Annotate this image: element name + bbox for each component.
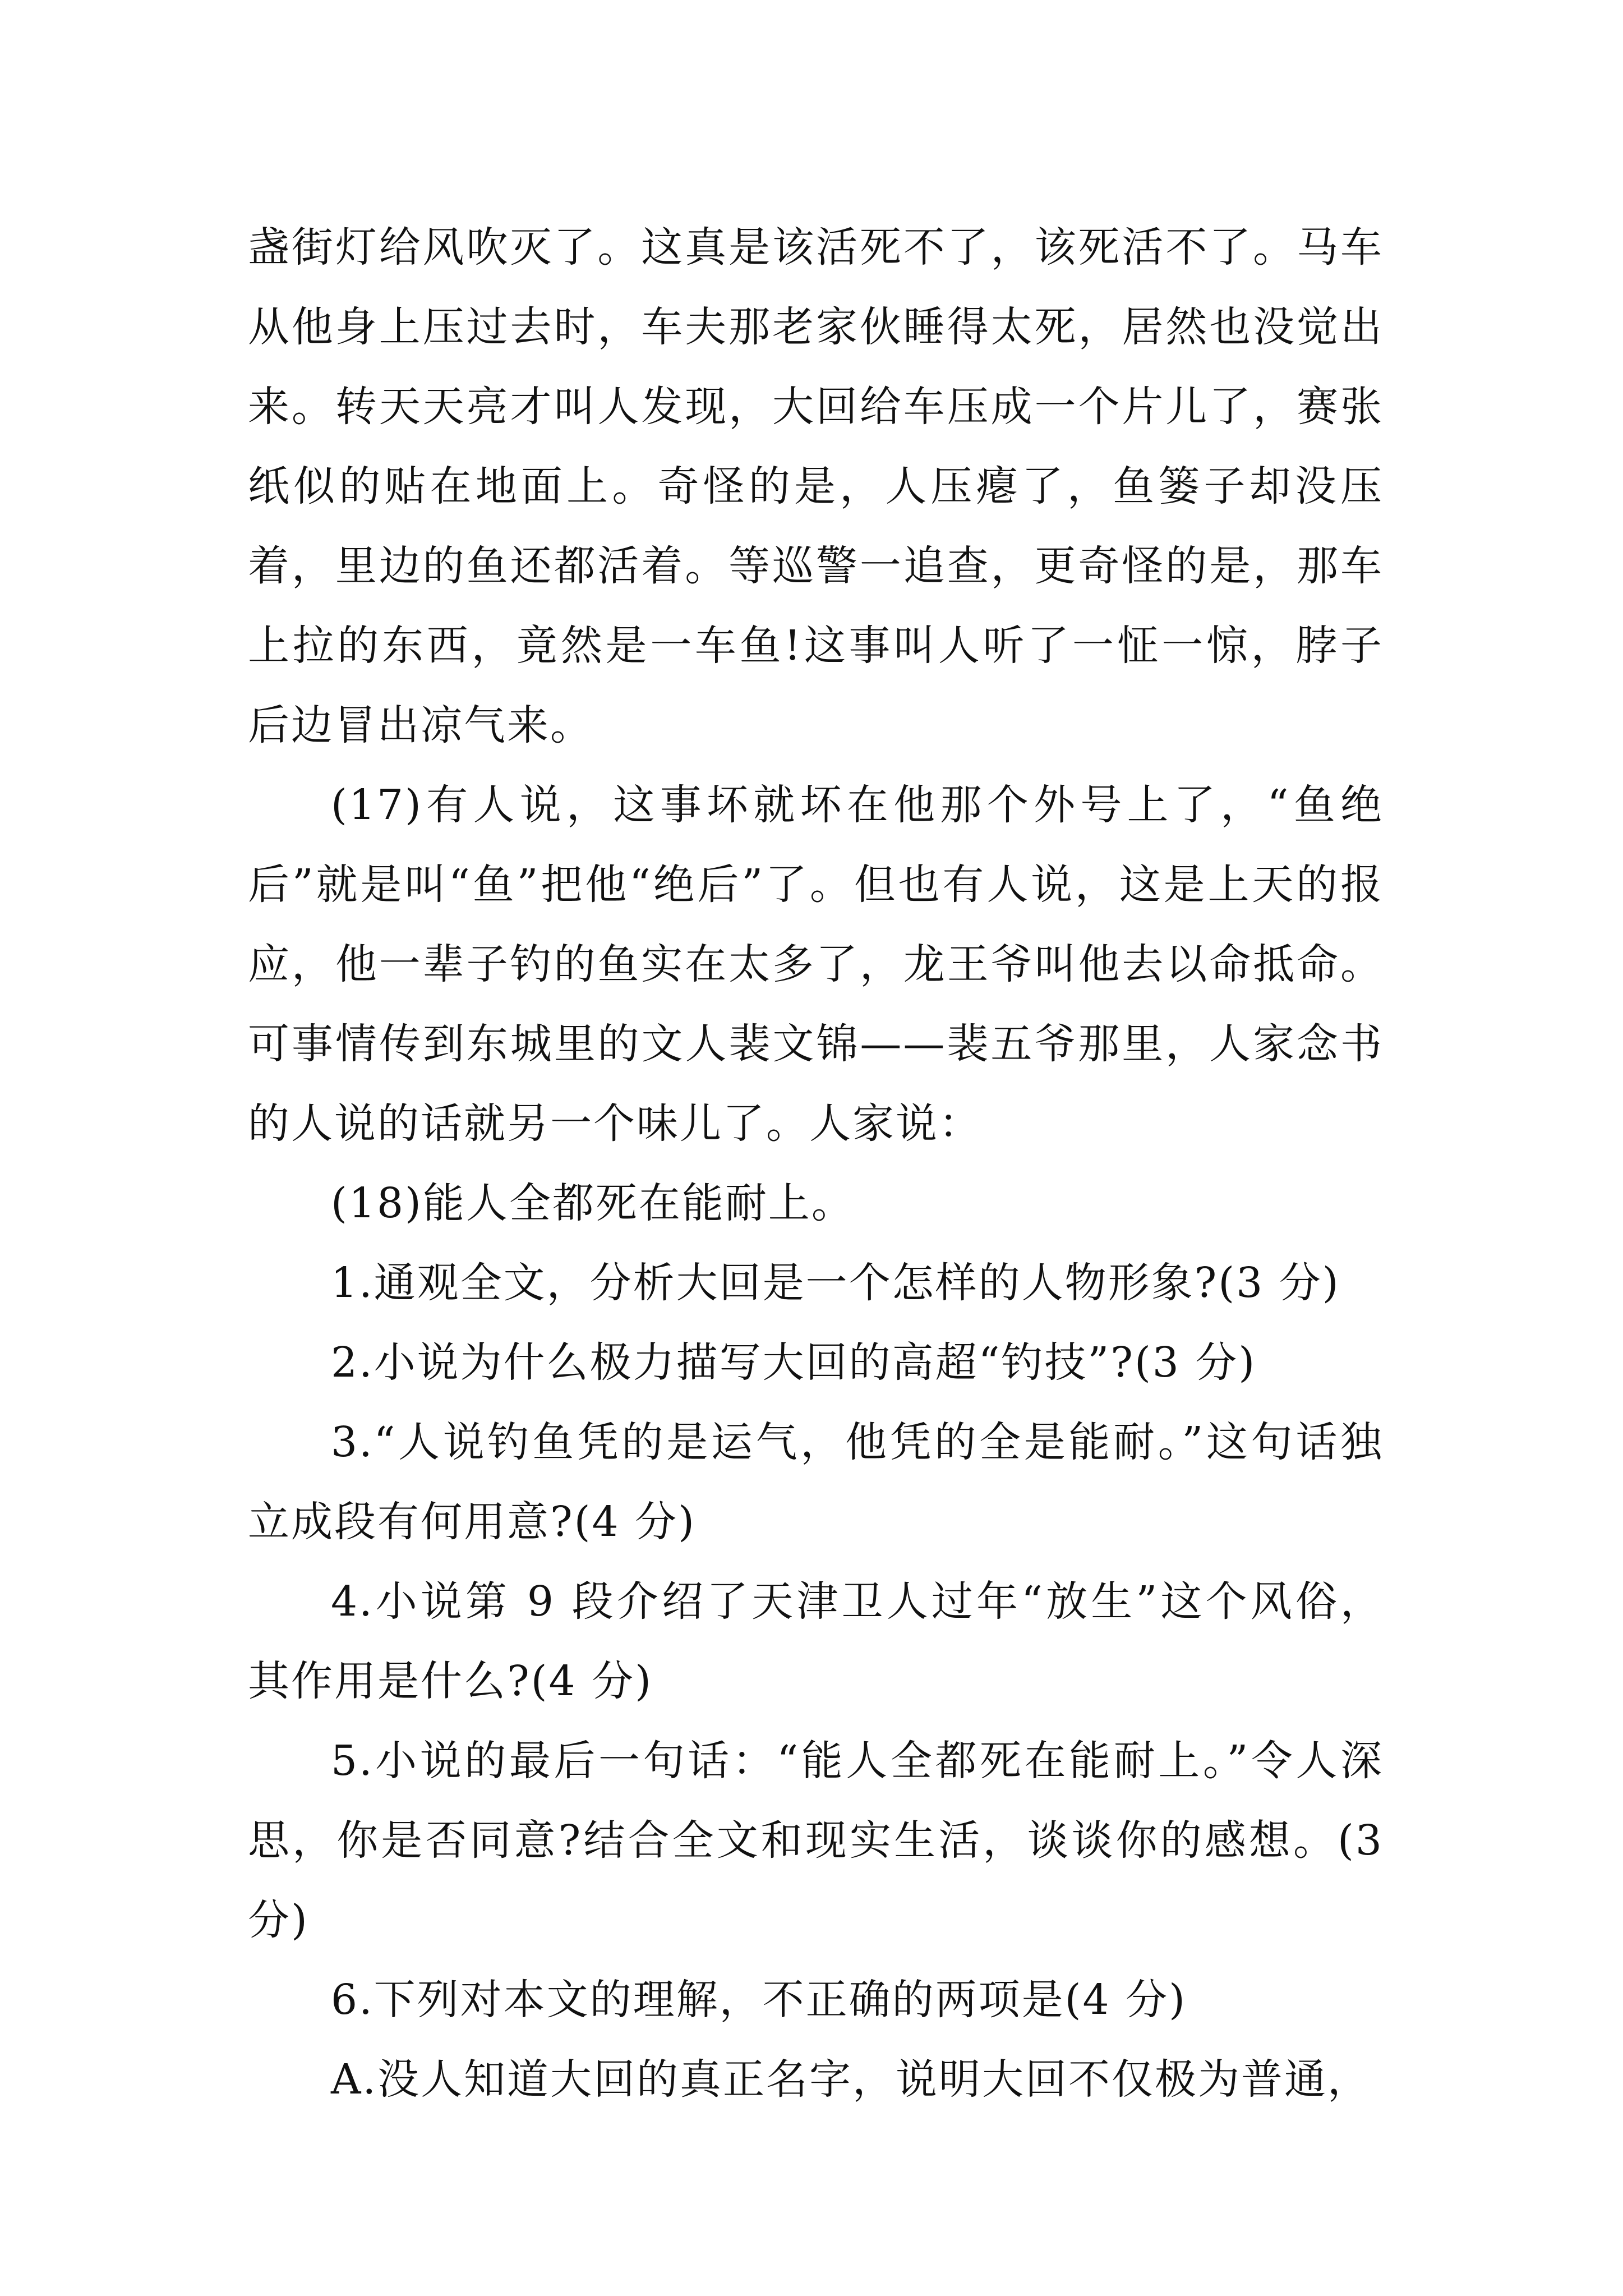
question-1: 1.通观全文，分析大回是一个怎样的人物形象?(3 分) [331,1259,1340,1307]
paragraph-18: (18)能人全都死在能耐上。 [331,1179,855,1227]
question-5: 5.小说的最后一句话：“能人全都死在能耐上。”令人深思，你是否同意?结合全文和现实生活，谈谈你的感想。(3 分) [248,1737,1384,1944]
paragraph-17: (17)有人说，这事坏就坏在他那个外号上了，“鱼绝后”就是叫“鱼”把他“绝后”了。但也有人说，这是上天的报应，他一辈子钓的鱼实在太多了，龙王爷叫他去以命抵命。可事情传到东城里的文人裴文锦——裴五爷那里，人家念书的人说的话就另一个味儿了。人家说： [248,781,1384,1148]
question-3: 3.“人说钓鱼凭的是运气，他凭的全是能耐。”这句话独立成段有何用意?(4 分) [248,1418,1384,1546]
question-2: 2.小说为什么极力描写大回的高超“钓技”?(3 分) [331,1338,1257,1387]
question-6-option-a: A.没人知道大回的真正名字，说明大回不仅极为普通， [331,2055,1371,2104]
document-page [248,208,1384,2119]
question-6: 6.下列对本文的理解，不正确的两项是(4 分) [331,1976,1187,2024]
paragraph-16-continued: 盏街灯给风吹灭了。这真是该活死不了，该死活不了。马车从他身上压过去时，车夫那老家伙睡得太死，居然也没觉出来。转天天亮才叫人发现，大回给车压成一个片儿了，赛张纸似的贴在地面上。奇怪的是，人压瘪了，鱼篓子却没压着，里边的鱼还都活着。等巡警一追查，更奇怪的是，那车上拉的东西，竟然是一车鱼!这事叫人听了一怔一惊，脖子后边冒出凉气来。 [248,223,1384,749]
question-4: 4.小说第 9 段介绍了天津卫人过年“放生”这个风俗，其作用是什么?(4 分) [248,1577,1384,1705]
